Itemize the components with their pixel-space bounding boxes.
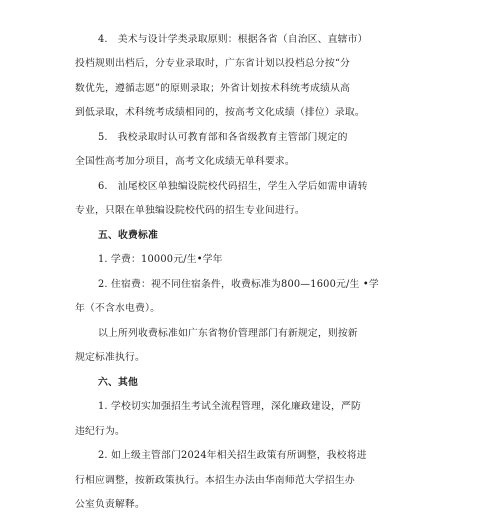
item5-line2: 全国性高考加分项目，高考文化成绩无单科要求。 — [75, 156, 295, 168]
section5-heading: 五、收费标准 — [98, 229, 158, 241]
fee-tuition: 1. 学费：10000元/生•学年 — [98, 254, 223, 266]
other-item1-line2: 违纪行为。 — [75, 425, 125, 437]
fee-accommodation-line1: 2. 住宿费：视不同住宿条件，收费标准为800—1600元/生 •学 — [98, 278, 379, 290]
fee-accommodation-line2: 年（不含水电费）。 — [75, 303, 161, 315]
other-item2-line2: 行相应调整，按新政策执行。本招生办法由华南师范大学招生办 — [75, 474, 355, 486]
fee-note-line1: 以上所列收费标准如广东省物价管理部门有新规定，则按新 — [98, 327, 358, 339]
other-item1-line1: 1. 学校切实加强招生考试全流程管理，深化廉政建设，严防 — [98, 401, 361, 413]
other-item2-line3: 公室负责解释。 — [75, 499, 145, 510]
section6-heading: 六、其他 — [98, 376, 138, 388]
fee-note-line2: 规定标准执行。 — [75, 352, 145, 364]
item4-line4: 到低录取，术科统考成绩相同的，按高考文化成绩（排位）录取。 — [75, 107, 365, 119]
item6-line2: 专业，只限在单独编设院校代码的招生专业间进行。 — [75, 205, 305, 217]
item6-line1: 6. 汕尾校区单独编设院校代码招生，学生入学后如需申请转 — [98, 180, 368, 192]
other-item2-line1: 2. 如上级主管部门2024年相关招生政策有所调整，我校将进 — [98, 450, 367, 462]
item4-line3: 数优先，遵循志愿”的原则录取；外省计划按术科统考成绩从高 — [75, 82, 351, 94]
item5-line1: 5. 我校录取时认可教育部和各省级教育主管部门规定的 — [98, 131, 348, 143]
item4-line2: 投档规则出档后，分专业录取时，广东省计划以投档总分按“分 — [75, 58, 351, 70]
item4-line1: 4. 美术与设计学类录取原则：根据各省（自治区、直辖市） — [98, 34, 368, 45]
